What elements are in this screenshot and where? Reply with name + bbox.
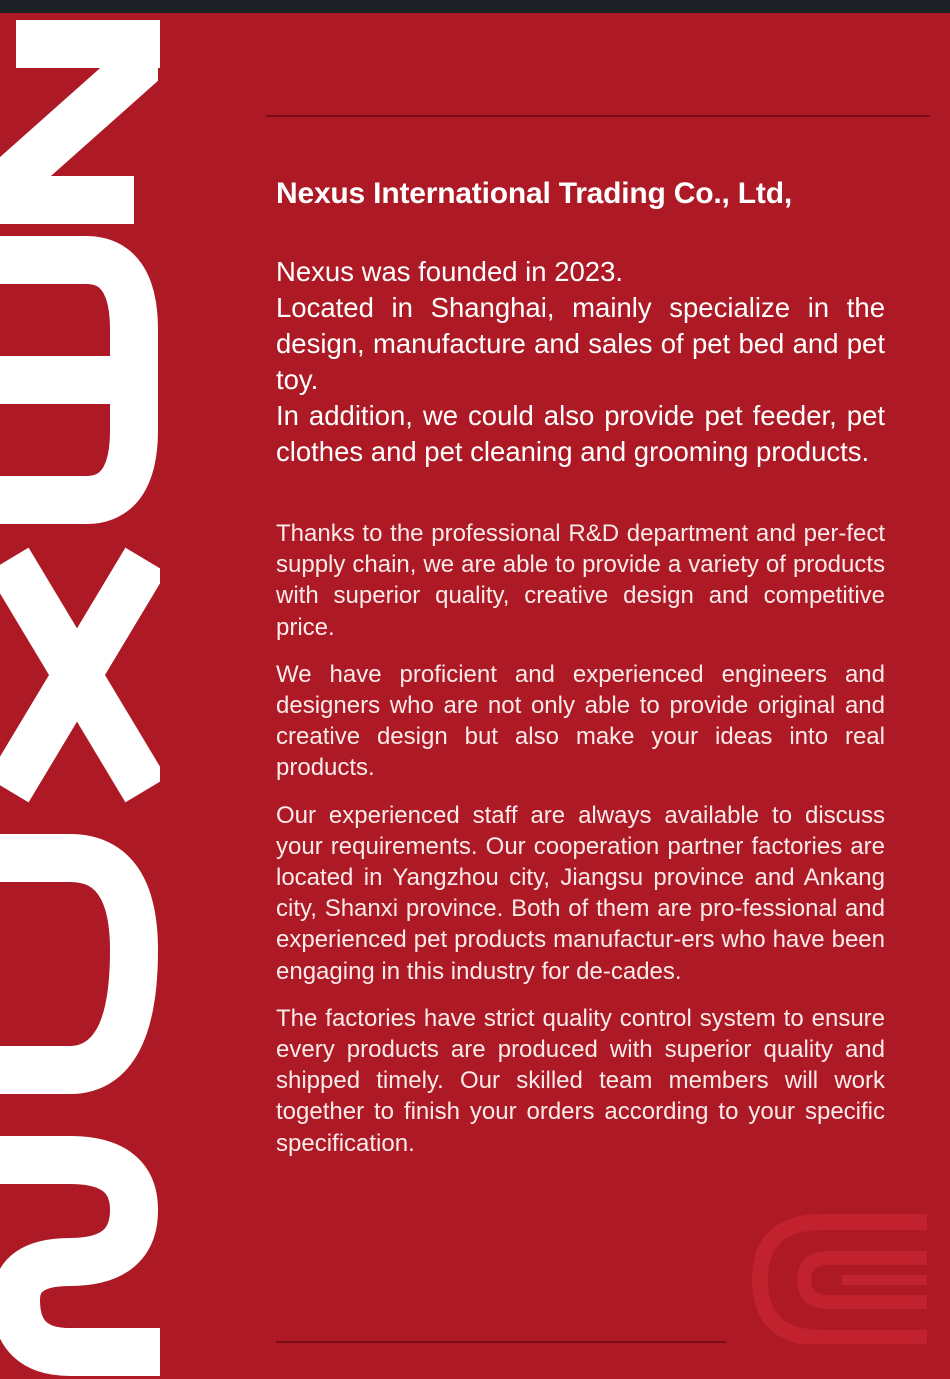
nexus-corner-e-mark-icon — [752, 1214, 927, 1344]
intro-line-founded: Nexus was founded in 2023. — [276, 256, 624, 287]
intro-line-location: Located in Shanghai, mainly specialize in the design, manufacture and sales of pet bed and pet toy. — [276, 292, 885, 395]
bottom-divider — [276, 1341, 726, 1343]
top-divider — [266, 115, 930, 117]
paragraph-rd: Thanks to the professional R&D department and per-fect supply chain, we are able to provide a variety of products with superior quality, creative design and competitive price. — [276, 520, 885, 641]
paragraph-engineers: We have proficient and experienced engineers and designers who are not only able to provide original and creative design but also make your ideas into real products. — [276, 660, 885, 782]
paragraph-quality: The factories have strict quality control system to ensure every products are produced with superior quality and shipped timely. Our skilled team members will work together to finish your orders according to your specific specification. — [276, 1004, 885, 1157]
intro-text — [276, 254, 885, 470]
intro-line-additional: In addition, we could also provide pet feeder, pet clothes and pet cleaning and grooming products. — [276, 400, 885, 467]
paragraph-staff-factories: Our experienced staff are always available to discuss your requirements. Our cooperation partner factories are located in Yangzhou city, Jiangsu province and Ankang city, Shanxi province. Both of them are pro-fessional and experienced pet products manufactur-ers who have been engaging in this industry for de-cades. — [276, 801, 885, 985]
company-name: Nexus International Trading Co., Ltd, — [276, 177, 792, 210]
about-content — [276, 174, 885, 1175]
body-paragraphs — [276, 518, 885, 1159]
nexus-vertical-logo-icon — [0, 0, 160, 1379]
